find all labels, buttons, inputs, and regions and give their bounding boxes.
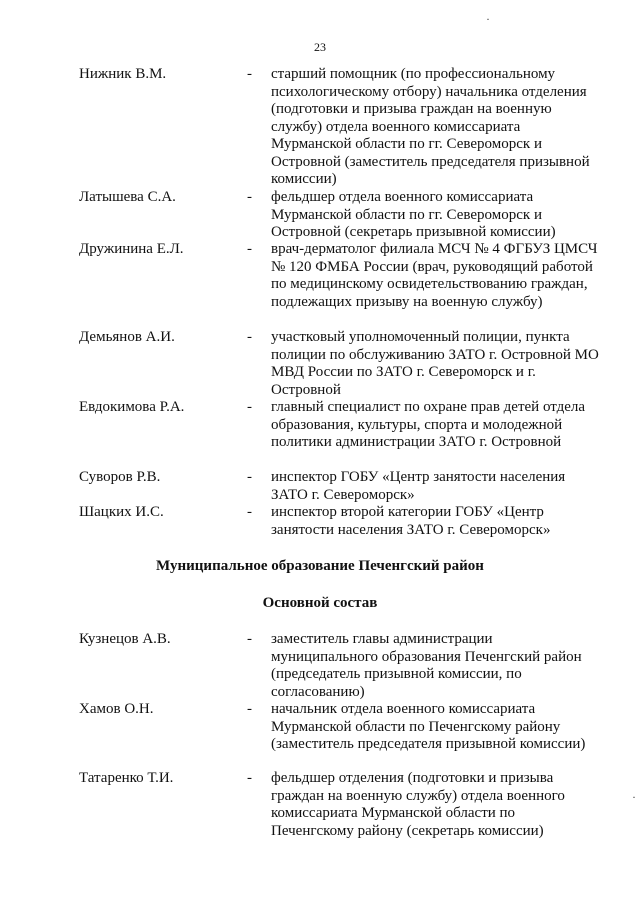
- dash-separator: -: [247, 469, 252, 485]
- subsection-heading: Основной состав: [262, 595, 378, 611]
- member-role: фельдшер отделения (подготовки и призыва граждан на военную службу) отдела военного комиссариата Мурманской области по Печенгскому району (секретарь комиссии): [271, 770, 565, 839]
- entry: [0, 66, 640, 189]
- dash-separator: -: [247, 631, 252, 647]
- scan-speck: ·: [632, 790, 636, 804]
- member-role: врач-дерматолог филиала МСЧ № 4 ФГБУЗ ЦМСЧ № 120 ФМБА России (врач, руководящий работой по медицинскому освидетельствованию граждан, подлежащих призыву на военную службу): [271, 241, 598, 310]
- entry: [0, 469, 640, 504]
- page-number: 23: [314, 40, 326, 54]
- member-role: заместитель главы администрации муниципального образования Печенгский район (председатель призывной комиссии, по согласованию): [271, 631, 582, 700]
- member-role: начальник отдела военного комиссариата Мурманской области по Печенгскому району (заместитель председателя призывной комиссии): [271, 701, 586, 752]
- dash-separator: -: [247, 329, 252, 345]
- member-name: Евдокимова Р.А.: [79, 399, 185, 415]
- section-heading: Муниципальное образование Печенгский район: [156, 558, 484, 574]
- member-name: Татаренко Т.И.: [79, 770, 174, 786]
- member-role: фельдшер отдела военного комиссариата Мурманской области по гг. Североморск и Островной (секретарь призывной комиссии): [271, 189, 556, 240]
- dash-separator: -: [247, 399, 252, 415]
- member-name: Демьянов А.И.: [79, 329, 175, 345]
- dash-separator: -: [247, 504, 252, 520]
- member-name: Дружинина Е.Л.: [79, 241, 184, 257]
- member-name: Шацких И.С.: [79, 504, 164, 520]
- dash-separator: -: [247, 770, 252, 786]
- member-role: инспектор ГОБУ «Центр занятости населения ЗАТО г. Североморск»: [271, 469, 566, 503]
- member-name: Кузнецов А.В.: [79, 631, 171, 647]
- dash-separator: -: [247, 66, 252, 82]
- member-role: главный специалист по охране прав детей отдела образования, культуры, спорта и молодежной политики администрации ЗАТО г. Островной: [271, 399, 586, 450]
- scan-speck: ·: [486, 12, 490, 26]
- member-role: старший помощник (по профессиональному психологическому отбору) начальника отделения (подготовки и призыва граждан на военную службу) отдела военного комиссариата Мурманской области по гг. Североморск и Островной (заместитель председателя призывной комиссии): [271, 66, 590, 187]
- entry: [0, 189, 640, 242]
- entry: [0, 241, 640, 311]
- entry: [0, 504, 640, 539]
- member-name: Суворов Р.В.: [79, 469, 161, 485]
- entry: [0, 770, 640, 840]
- dash-separator: -: [247, 241, 252, 257]
- entry: [0, 631, 640, 701]
- member-name: Хамов О.Н.: [79, 701, 154, 717]
- entry: [0, 399, 640, 452]
- entry: [0, 329, 640, 399]
- member-role: участковый уполномоченный полиции, пункта полиции по обслуживанию ЗАТО г. Островной МО МВД России по ЗАТО г. Североморск и г. Островной: [271, 329, 599, 398]
- entry: [0, 701, 640, 754]
- member-name: Латышева С.А.: [79, 189, 176, 205]
- member-role: инспектор второй категории ГОБУ «Центр занятости населения ЗАТО г. Североморск»: [271, 504, 551, 538]
- dash-separator: -: [247, 189, 252, 205]
- member-name: Нижник В.М.: [79, 66, 167, 82]
- dash-separator: -: [247, 701, 252, 717]
